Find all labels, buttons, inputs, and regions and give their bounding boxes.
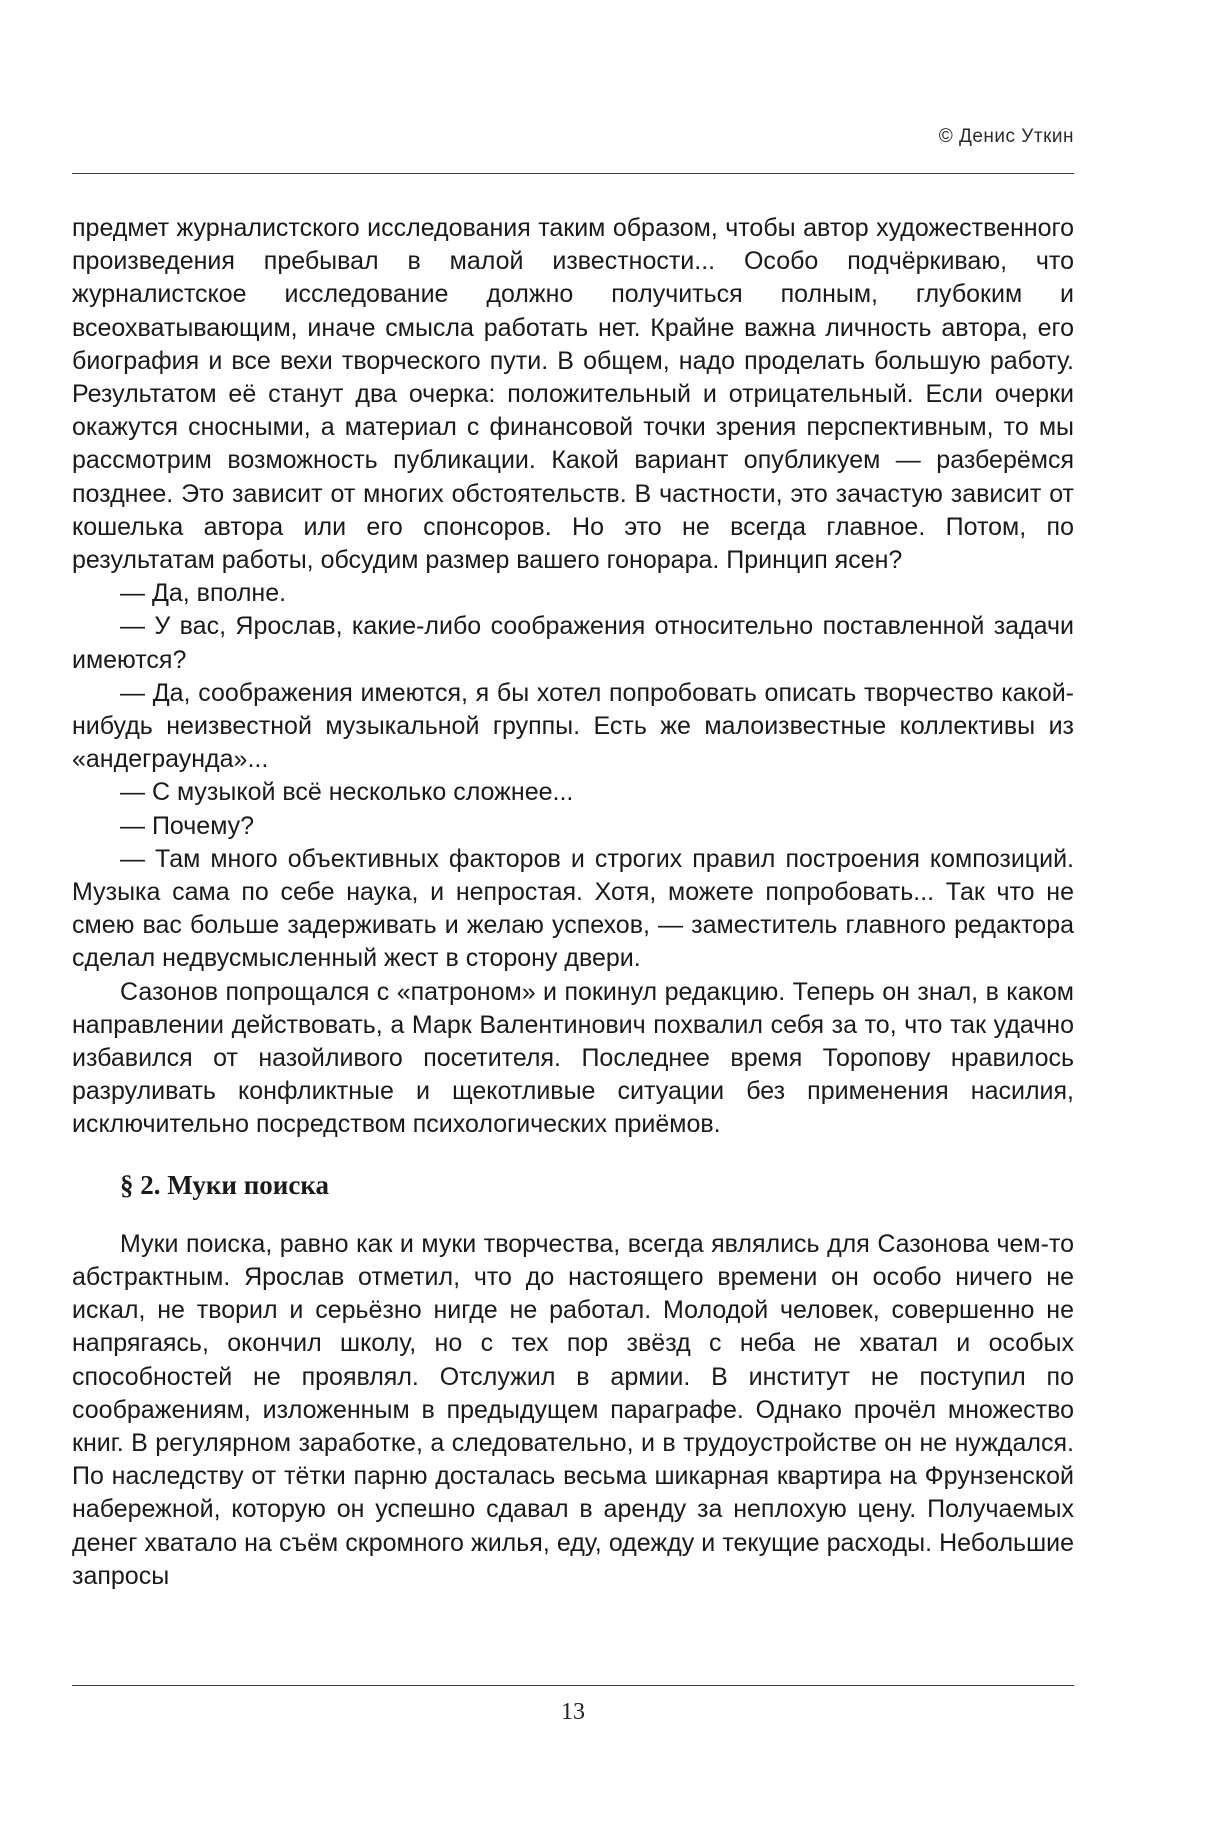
footer-rule: [72, 1685, 1074, 1686]
dialogue-line: — Да, вполне.: [120, 579, 287, 608]
running-head: © Денис Уткин: [938, 126, 1074, 147]
header-rule: [72, 173, 1074, 174]
paragraph: Муки поиска, равно как и муки творчества, всегда являлись для Сазонова чем-то абстрактным. Ярослав отметил, что до настоящего времени он особо ничего не искал, не творил и серьёзно нигде не работал. Молодой человек, совершенно не напрягаясь, окончил школу, но с тех пор звёзд с неба не хватал и особых способностей не проявлял. Отслужил в армии. В институт не поступил по соображениям, изложенным в предыдущем параграфе. Однако прочёл множество книг. В регулярном заработке, а следовательно, и в трудоустройстве он не нуждался. По наследству от тётки парню досталась весьма шикарная квартира на Фрунзенской набережной, которую он успешно сдавал в аренду за неплохую цену. Получаемых денег хватало на съём скромного жилья, еду, одежду и текущие расходы. Небольшие запросы: [72, 1229, 1074, 1590]
paragraph: Сазонов попрощался с «патроном» и покинул редакцию. Теперь он знал, в каком направлении действовать, а Марк Валентинович похвалил себя за то, что так удачно избавился от назойливого посетителя. Последнее время Торопову нравилось разруливать конфликтные и щекотливые ситуации без применения насилия, исключительно посредством психологических приёмов.: [72, 977, 1074, 1139]
section-heading: § 2. Муки поиска: [120, 1169, 329, 1200]
dialogue-line: — С музыкой всё несколько сложнее...: [120, 778, 574, 807]
dialogue-line: — Почему?: [120, 811, 255, 840]
body-text: [72, 212, 1074, 1593]
paragraph-continued: предмет журналистского исследования таким образом, чтобы автор художественного произведения пребывал в малой известности... Особо подчёркиваю, что журналистское исследование должно получиться полным, глубоким и всеохватывающим, иначе смысла работать нет. Крайне важна личность автора, его биография и все вехи творческого пути. В общем, надо проделать большую работу. Результатом её станут два очерка: положительный и отрицательный. Если очерки окажутся сносными, а материал с финансовой точки зрения перспективным, то мы рассмотрим возможность публикации. Какой вариант опубликуем — разберёмся позднее. Это зависит от многих обстоятельств. В частности, это зачастую зависит от кошелька автора или его спонсоров. Но это не всегда главное. Потом, по результатам работы, обсудим размер вашего гонорара. Принцип ясен?: [72, 214, 1074, 575]
dialogue-line: — У вас, Ярослав, какие-либо соображения относительно поставленной задачи имеются?: [72, 612, 1074, 674]
dialogue-line: — Там много объективных факторов и строгих правил построения композиций. Музыка сама по себе наука, и непростая. Хотя, можете попробовать... Так что не смею вас больше задерживать и желаю успехов, — заместитель главного редактора сделал недвусмысленный жест в сторону двери.: [72, 844, 1074, 973]
page-number: 13: [561, 1699, 585, 1725]
dialogue-line: — Да, соображения имеются, я бы хотел попробовать описать творчество какой-нибудь неизвестной музыкальной группы. Есть же малоизвестные коллективы из «андеграунда»...: [72, 678, 1074, 774]
